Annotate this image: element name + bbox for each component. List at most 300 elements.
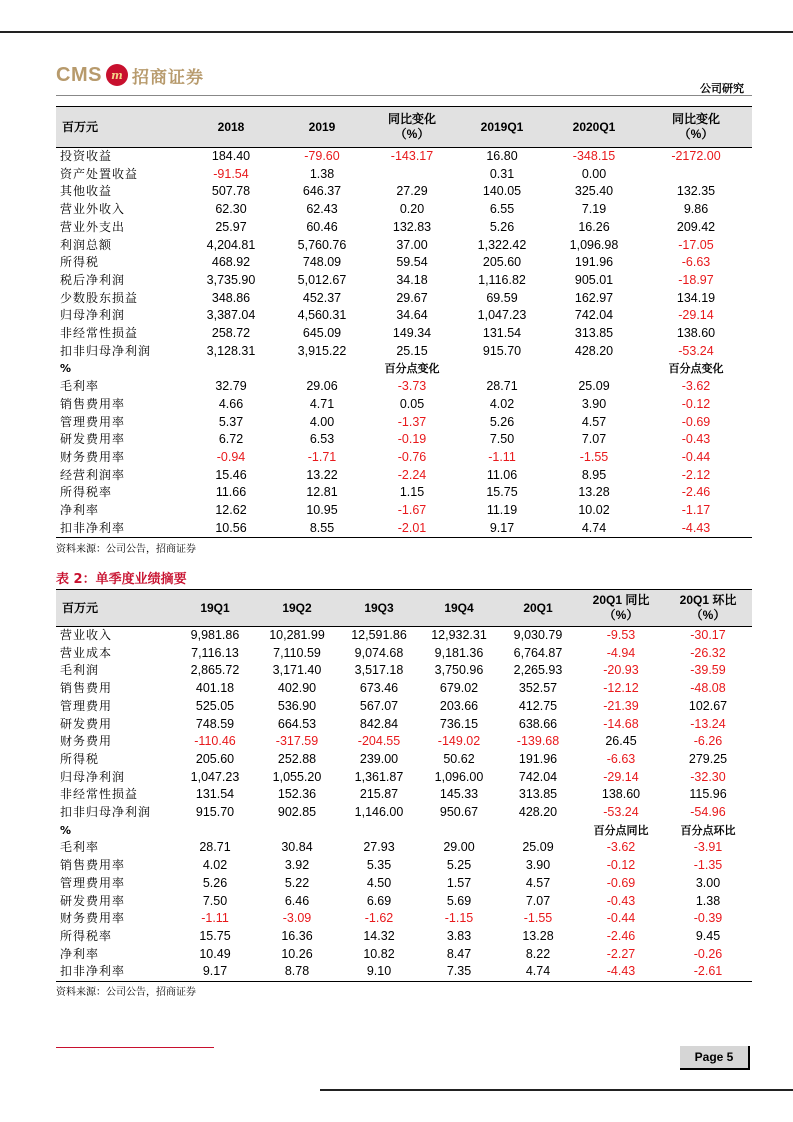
company-logo: [56, 60, 204, 90]
table-cell: -0.19: [397, 432, 427, 447]
table-cell: -204.55: [357, 734, 401, 749]
table-cell: 152.36: [277, 787, 317, 802]
table-cell: 4.02: [202, 858, 228, 873]
table-cell: 191.96: [574, 255, 614, 270]
table-cell: 2,865.72: [190, 663, 240, 678]
row-label: %: [60, 362, 73, 376]
table-cell: 12,932.31: [431, 628, 487, 642]
table-cell: 742.04: [518, 769, 558, 784]
table-cell: 7,110.59: [273, 645, 321, 660]
table-cell: -6.63: [681, 255, 711, 270]
table-cell: 25.09: [578, 379, 610, 394]
row-label: 财务费用率: [60, 449, 126, 464]
table-cell: -348.15: [572, 149, 616, 163]
table-row: [56, 183, 752, 201]
row-label: 财务费用: [60, 734, 113, 749]
table-cell: -6.26: [693, 734, 723, 749]
table-cell: 748.59: [195, 716, 235, 731]
table-cell: -0.44: [681, 449, 711, 464]
table-cell: 7.35: [420, 963, 498, 981]
table-row: [56, 431, 752, 449]
row-label: 销售费用率: [60, 396, 126, 411]
table-cell: 29.06: [306, 379, 338, 394]
table-row: [56, 237, 752, 255]
table-cell: 7.50: [489, 432, 515, 447]
row-label: 毛利率: [60, 379, 100, 394]
table-cell: 4.57: [581, 414, 607, 429]
table-cell: 4.00: [309, 414, 335, 429]
table-cell: [548, 360, 640, 378]
table-row: [56, 219, 752, 237]
table-row: [56, 502, 752, 520]
header-unit-label: 百万元: [56, 590, 174, 627]
row-label: 非经常性损益: [60, 787, 139, 802]
table-cell: 8.22: [525, 946, 551, 961]
logo-chinese-text: 招商证券: [131, 67, 204, 88]
row-label: 所得税: [60, 255, 100, 270]
table-row: [56, 857, 752, 875]
table-cell: 8.78: [256, 963, 338, 981]
table-cell: 9.17: [456, 520, 548, 538]
table-cell: 百分点同比: [593, 823, 649, 837]
table-cell: 313.85: [518, 787, 558, 802]
table-cell: -2.46: [606, 928, 636, 943]
table-cell: 1,055.20: [272, 769, 322, 784]
row-label: 毛利润: [60, 663, 100, 678]
table-row: [56, 325, 752, 343]
table-cell: -4.43: [578, 963, 664, 981]
table-cell: 9.10: [338, 963, 420, 981]
table-cell: 14.32: [363, 928, 395, 943]
table1-source: 资料来源：公司公告，招商证券: [56, 544, 196, 555]
table-row: [56, 343, 752, 361]
table-cell: 3,128.31: [206, 343, 256, 358]
table-cell: -26.32: [690, 645, 726, 660]
row-label: 研发费用: [60, 716, 113, 731]
table-cell: 1,047.23: [190, 769, 240, 784]
table-row: [56, 751, 752, 769]
table-cell: 645.09: [302, 326, 342, 341]
row-label: 销售费用: [60, 681, 113, 696]
table-cell: -1.55: [523, 911, 553, 926]
table-cell: 209.42: [676, 219, 716, 234]
table-cell: 7.07: [525, 893, 551, 908]
table-cell: 145.33: [439, 787, 479, 802]
table-row: [56, 290, 752, 308]
table-cell: 8.47: [446, 946, 472, 961]
table-cell: -0.12: [681, 396, 711, 411]
table-cell: [186, 360, 276, 378]
row-label: 扣非归母净利润: [60, 805, 152, 820]
table-row: [56, 645, 752, 663]
table-cell: 4,560.31: [297, 308, 347, 323]
table-cell: -3.62: [606, 840, 636, 855]
table-cell: -13.24: [690, 716, 726, 731]
table-cell: -54.96: [690, 805, 726, 820]
table-cell: 401.18: [195, 681, 235, 696]
table-cell: 9.17: [174, 963, 256, 981]
table-cell: -0.43: [681, 432, 711, 447]
table-cell: 1,096.00: [434, 769, 484, 784]
table-cell: 28.71: [486, 379, 518, 394]
table-cell: 0.20: [399, 202, 425, 217]
table-cell: 10.82: [363, 946, 395, 961]
table-cell: 12.81: [306, 485, 338, 500]
table-subheader-row: [56, 360, 752, 378]
column-header: 19Q4: [420, 590, 498, 627]
table-cell: 905.01: [574, 272, 614, 287]
table-cell: 7.19: [581, 202, 607, 217]
table-row: [56, 946, 752, 964]
row-label: 经营利润率: [60, 467, 126, 482]
row-label: %: [60, 823, 73, 837]
table-cell: 279.25: [688, 751, 728, 766]
table-cell: 673.46: [359, 681, 399, 696]
table-cell: 131.54: [482, 326, 522, 341]
table-cell: 4,204.81: [206, 237, 256, 252]
column-header: 2018: [186, 107, 276, 148]
row-label: 毛利率: [60, 840, 100, 855]
financial-table-annual: [56, 106, 752, 538]
table-cell: 16.36: [281, 928, 313, 943]
report-type: 公司研究: [700, 82, 744, 95]
top-rule: [0, 31, 793, 33]
table-cell: 69.59: [486, 290, 518, 305]
table-cell: 0.31: [489, 166, 515, 181]
table-cell: -79.60: [304, 149, 340, 163]
table-row: [56, 963, 752, 981]
table-cell: -1.62: [364, 911, 394, 926]
table-cell: 313.85: [574, 326, 614, 341]
table-cell: 3.90: [581, 396, 607, 411]
table-cell: 149.34: [392, 326, 432, 341]
table-cell: 27.93: [363, 840, 395, 855]
table-header-row: [56, 107, 752, 148]
row-label: 非经常性损益: [60, 326, 139, 341]
table-cell: 468.92: [211, 255, 251, 270]
table-cell: 8.95: [581, 467, 607, 482]
table-cell: 258.72: [211, 326, 251, 341]
table-cell: 29.67: [396, 290, 428, 305]
table-cell: 1.57: [446, 875, 472, 890]
table-cell: -3.62: [681, 379, 711, 394]
table-cell: 5.37: [218, 414, 244, 429]
row-label: 管理费用: [60, 698, 113, 713]
row-label: 少数股东损益: [60, 290, 139, 305]
row-label: 利润总额: [60, 237, 113, 252]
table-cell: -53.24: [603, 805, 639, 820]
table-cell: 452.37: [302, 290, 342, 305]
table-row: [56, 378, 752, 396]
table-cell: 9,074.68: [354, 645, 404, 660]
table-cell: 325.40: [574, 184, 614, 199]
table-cell: [368, 166, 456, 184]
table-cell: 1,116.82: [478, 272, 526, 287]
table-cell: 8.55: [276, 520, 368, 538]
table-cell: -2.01: [368, 520, 456, 538]
row-label: 归母净利润: [60, 769, 126, 784]
table-cell: 348.86: [211, 290, 251, 305]
row-label: 净利率: [60, 503, 100, 518]
row-label: 扣非净利率: [56, 520, 186, 538]
table-cell: 30.84: [281, 840, 313, 855]
table-cell: 37.00: [396, 237, 428, 252]
table-cell: 132.83: [392, 219, 432, 234]
table-row: [56, 414, 752, 432]
table-cell: 3.92: [284, 858, 310, 873]
table-cell: 215.87: [359, 787, 399, 802]
table2-source: 资料来源：公司公告，招商证券: [56, 987, 196, 998]
column-header: 同比变化 （%）: [640, 107, 752, 148]
table-cell: 11.19: [486, 503, 518, 518]
table-cell: 12,591.86: [351, 628, 407, 642]
table-cell: -149.02: [437, 734, 481, 749]
table-cell: 4.71: [309, 396, 335, 411]
table-cell: 29.00: [443, 840, 475, 855]
table-cell: 191.96: [518, 751, 558, 766]
table-cell: 950.67: [439, 805, 479, 820]
table-cell: -0.12: [606, 858, 636, 873]
table-cell: -1.67: [397, 503, 427, 518]
table-cell: 百分点变化: [668, 362, 724, 376]
table-cell: -30.17: [690, 628, 726, 642]
table-cell: 9,030.79: [513, 628, 563, 642]
row-label: 投资收益: [60, 149, 113, 163]
table-cell: 5.26: [202, 875, 228, 890]
table-cell: 915.70: [482, 343, 522, 358]
table-cell: -32.30: [690, 769, 726, 784]
table-cell: 1,322.42: [477, 237, 527, 252]
table-cell: 10.49: [199, 946, 231, 961]
column-header: 19Q2: [256, 590, 338, 627]
table-cell: -0.94: [216, 449, 246, 464]
table-row: [56, 467, 752, 485]
table-cell: 25.15: [396, 343, 428, 358]
table-cell: 138.60: [676, 326, 716, 341]
table-cell: 131.54: [195, 787, 235, 802]
table-cell: 0.05: [399, 396, 425, 411]
financial-table-quarterly: [56, 589, 752, 982]
row-label: 管理费用率: [60, 875, 126, 890]
table-cell: 1,047.23: [477, 308, 527, 323]
table-cell: -3.73: [397, 379, 427, 394]
table-cell: -17.05: [678, 237, 714, 252]
table-cell: 10.95: [306, 503, 338, 518]
table-cell: 34.64: [396, 308, 428, 323]
table-cell: 4.74: [548, 520, 640, 538]
table-cell: -0.39: [693, 911, 723, 926]
table-cell: 6.72: [218, 432, 244, 447]
table-row: [56, 627, 752, 645]
table-cell: -1.55: [579, 449, 609, 464]
table-cell: -3.09: [282, 911, 312, 926]
row-label: 税后净利润: [60, 272, 126, 287]
table-cell: 3,171.40: [272, 663, 322, 678]
table-cell: -1.71: [307, 449, 337, 464]
table-cell: 252.88: [277, 751, 317, 766]
table-cell: 1,096.98: [569, 237, 619, 252]
table-header-row: [56, 590, 752, 627]
table-cell: 5.26: [489, 219, 515, 234]
table-cell: 567.07: [359, 698, 399, 713]
table-cell: -2.12: [681, 467, 711, 482]
table-cell: -29.14: [603, 769, 639, 784]
table-cell: 132.35: [676, 184, 716, 199]
table-cell: 12.62: [215, 503, 247, 518]
table-cell: -1.15: [444, 911, 474, 926]
table-cell: 5,760.76: [297, 237, 347, 252]
table-cell: 3,915.22: [297, 343, 347, 358]
table-cell: 679.02: [439, 681, 479, 696]
table-cell: -2.46: [681, 485, 711, 500]
row-label: 扣非归母净利润: [60, 343, 152, 358]
table-cell: 1.15: [399, 485, 425, 500]
table-cell: 25.97: [215, 219, 247, 234]
table-cell: [338, 822, 420, 840]
header-rule: [56, 95, 752, 96]
table-cell: -1.11: [488, 449, 516, 464]
table-cell: -317.59: [275, 734, 319, 749]
table-cell: -91.54: [213, 166, 249, 181]
table-cell: 7.07: [581, 432, 607, 447]
table-row: [56, 662, 752, 680]
table-cell: -18.97: [678, 272, 714, 287]
table-cell: -4.43: [640, 520, 752, 538]
table-cell: [276, 360, 368, 378]
table-cell: 59.54: [396, 255, 428, 270]
row-label: 营业外支出: [60, 219, 126, 234]
page-number: Page 5: [680, 1046, 750, 1070]
table-cell: -2172.00: [671, 149, 721, 163]
table-cell: 百分点环比: [680, 823, 736, 837]
table-cell: 4.74: [498, 963, 578, 981]
table-cell: 6.53: [309, 432, 335, 447]
table-row: [56, 733, 752, 751]
row-label: 所得税: [60, 751, 100, 766]
table-cell: 3,387.04: [206, 308, 256, 323]
row-label: 销售费用率: [60, 858, 126, 873]
table-cell: 748.09: [302, 255, 342, 270]
table-row: [56, 786, 752, 804]
table-cell: -0.76: [397, 449, 427, 464]
table-cell: 9.45: [695, 928, 721, 943]
table-cell: 9.86: [683, 202, 709, 217]
table-cell: -110.46: [194, 734, 236, 749]
table-cell: -21.39: [603, 698, 639, 713]
table-row: [56, 449, 752, 467]
column-header: 2019: [276, 107, 368, 148]
table-cell: 5.22: [284, 875, 310, 890]
table-cell: [456, 360, 548, 378]
table-cell: 646.37: [302, 184, 342, 199]
table-row: [56, 769, 752, 787]
table-cell: [498, 822, 578, 840]
row-label: 研发费用率: [60, 893, 126, 908]
table-cell: 32.79: [215, 379, 247, 394]
row-label: 营业成本: [60, 645, 113, 660]
row-label: 资产处置收益: [60, 166, 139, 181]
row-label: 所得税率: [60, 928, 113, 943]
table-cell: 百分点变化: [384, 362, 440, 376]
column-header: 19Q1: [174, 590, 256, 627]
table-cell: 6.55: [489, 202, 515, 217]
table-cell: -0.44: [606, 911, 636, 926]
table-cell: -2.27: [606, 946, 636, 961]
table-cell: 13.22: [306, 467, 338, 482]
table-cell: 102.67: [688, 698, 728, 713]
table-cell: 50.62: [443, 751, 475, 766]
table-cell: 9,981.86: [190, 628, 240, 642]
table-cell: [174, 822, 256, 840]
table-row: [56, 307, 752, 325]
table-cell: [256, 822, 338, 840]
table-cell: 536.90: [277, 698, 317, 713]
table-cell: 7.50: [202, 893, 228, 908]
table-cell: -1.35: [693, 858, 723, 873]
row-label: 所得税率: [60, 485, 113, 500]
table-cell: 525.05: [195, 698, 235, 713]
table-cell: 27.29: [396, 184, 428, 199]
table-cell: -14.68: [603, 716, 639, 731]
table-cell: 26.45: [605, 734, 637, 749]
row-label: 营业收入: [60, 628, 113, 642]
table-cell: -139.68: [516, 734, 560, 749]
table-cell: [420, 822, 498, 840]
table-cell: 3,735.90: [206, 272, 256, 287]
table-cell: 205.60: [482, 255, 522, 270]
table-cell: 239.00: [359, 751, 399, 766]
table-cell: -0.26: [693, 946, 723, 961]
table2-caption: 表 2：单季度业绩摘要: [56, 572, 187, 587]
table-cell: 10.56: [186, 520, 276, 538]
table-cell: 13.28: [522, 928, 554, 943]
table-cell: -9.53: [606, 628, 636, 642]
row-label: 净利率: [60, 946, 100, 961]
table-cell: 736.15: [439, 716, 479, 731]
column-header: 同比变化 （%）: [368, 107, 456, 148]
table-row: [56, 804, 752, 822]
table-cell: 6.69: [366, 893, 392, 908]
table-cell: 140.05: [482, 184, 522, 199]
table-row: [56, 698, 752, 716]
table-cell: -12.12: [603, 681, 639, 696]
table-cell: -0.43: [606, 893, 636, 908]
table-cell: 205.60: [195, 751, 235, 766]
table-cell: -6.63: [606, 751, 636, 766]
logo-cms-text: CMS: [56, 63, 102, 86]
table-cell: 13.28: [578, 485, 610, 500]
table-row: [56, 875, 752, 893]
table-row: [56, 928, 752, 946]
table-cell: 15.75: [199, 928, 231, 943]
table-cell: 5.26: [489, 414, 515, 429]
table-cell: 0.00: [581, 166, 607, 181]
table-cell: 28.71: [199, 840, 231, 855]
table-cell: -2.61: [664, 963, 752, 981]
row-label: 财务费用率: [60, 911, 126, 926]
table-cell: 10.26: [281, 946, 313, 961]
table-cell: 3,750.96: [434, 663, 484, 678]
table-cell: 4.02: [489, 396, 515, 411]
footnote-rule: [56, 1047, 214, 1048]
table-cell: -1.37: [397, 414, 427, 429]
table-row: [56, 272, 752, 290]
table-cell: -0.69: [606, 875, 636, 890]
table-cell: 915.70: [195, 805, 235, 820]
table-cell: 60.46: [306, 219, 338, 234]
row-label: 营业外收入: [60, 202, 126, 217]
table-cell: 16.80: [486, 149, 518, 163]
